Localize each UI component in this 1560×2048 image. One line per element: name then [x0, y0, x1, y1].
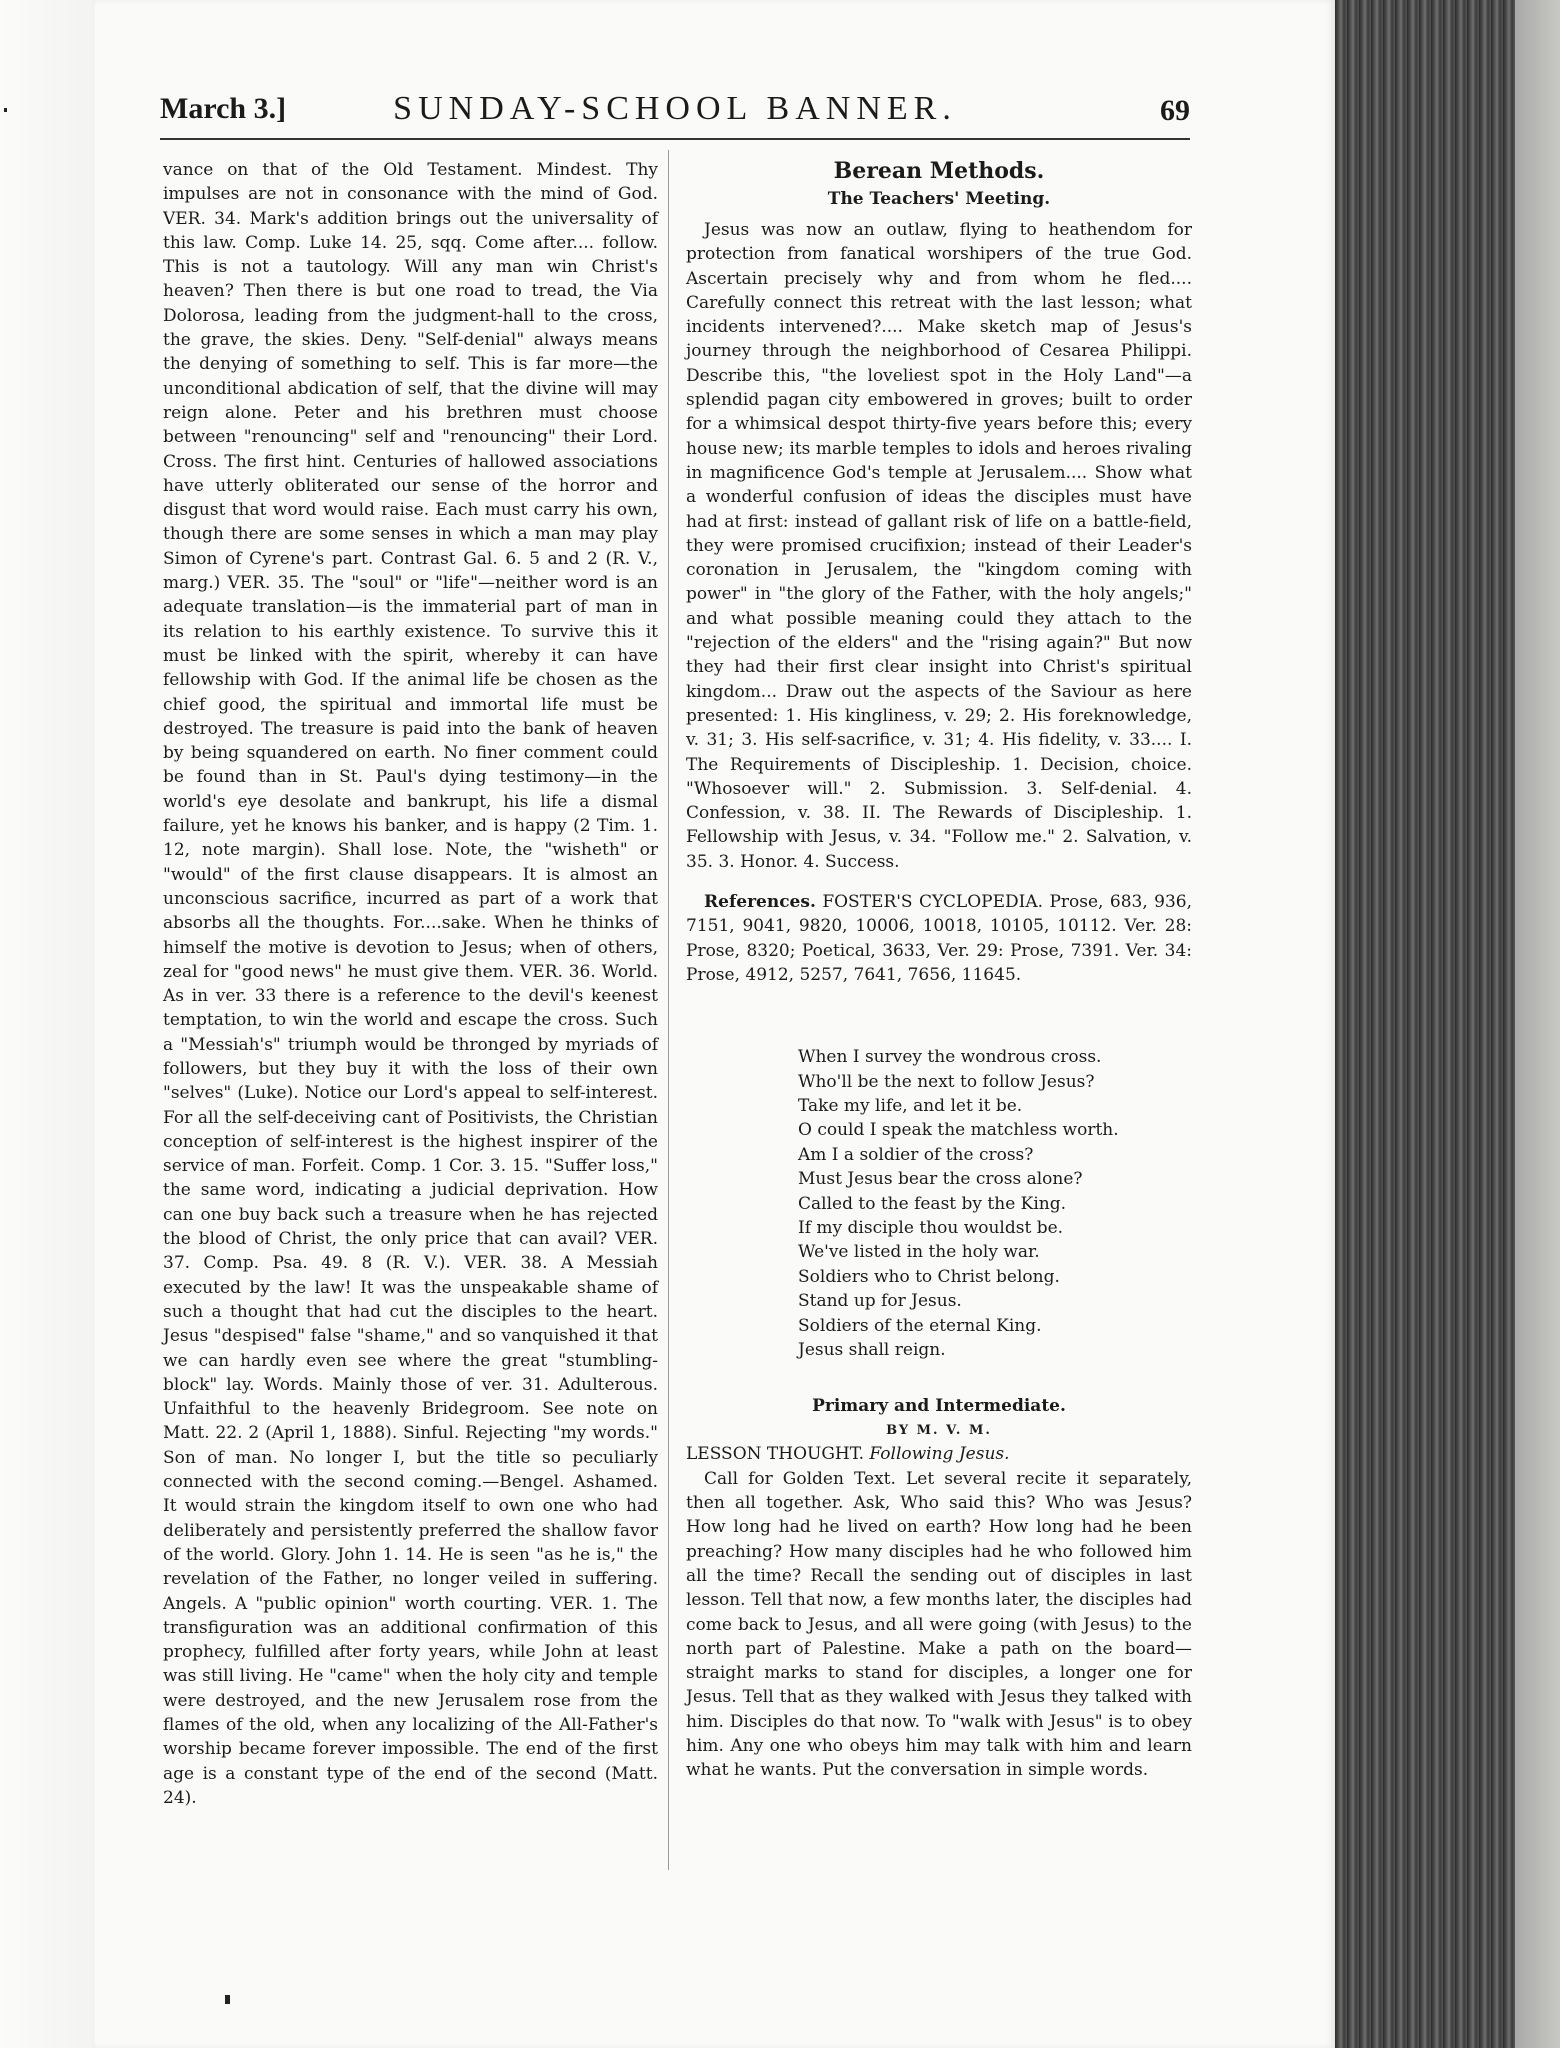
hymn-item: When I survey the wondrous cross.: [798, 1047, 1102, 1068]
hymn-item: O could I speak the matchless worth.: [798, 1120, 1119, 1141]
hymn-item: We've listed in the holy war.: [798, 1242, 1040, 1263]
primary-lesson-text: Call for Golden Text. Let several recite it separately, then all together. Ask, Who said this? Who was Jesus? How long had he lived on earth? How long had he been preaching? How many disciples had he who followed him all the time? Recall the sending out of disciples in last lesson. Tell that now, a few months later, the disciples had come back to Jesus, and all were going (with Jesus) to the north part of Palestine. Make a path on the board—straight marks to stand for disciples, a longer one for Jesus. Tell that as they walked with Jesus they talked with him. Disciples do that now. To "walk with Jesus" is to obey him. Any one who obeys him may talk with him and learn what he wants. Put the conversation in simple words.: [686, 1468, 1192, 1781]
hymn-item: Stand up for Jesus.: [798, 1291, 962, 1312]
hymn-item: Am I a soldier of the cross?: [798, 1144, 1034, 1165]
hymn-item: Soldiers who to Christ belong.: [798, 1266, 1060, 1287]
berean-methods-heading: Berean Methods.: [833, 158, 1045, 184]
hymn-item: Take my life, and let it be.: [798, 1096, 1023, 1117]
ink-speck: [225, 1995, 230, 2004]
teachers-meeting-text: Jesus was now an outlaw, flying to heathendom for protection from fanatical worshipers of the true God. Ascertain precisely why and from whom he fled.... Carefully connect this retreat with the last lesson; what incidents intervened?.... Make sketch map of Jesus's journey through the neighborhood of Cesarea Philippi. Describe this, "the loveliest spot in the Holy Land"—a splendid pagan city embowered in groves; built to order for a whimsical despot thirty-five years before this; every house new; its marble temples to idols and heroes rivaling in magnificence God's temple at Jerusalem.... Show what a wonderful confusion of ideas the disciples must have had at first: instead of gallant risk of life on a battle-field, they were promised crucifixion; instead of their Leader's coronation in Jerusalem, the "kingdom coming with power" in "the glory of the Father, with the holy angels;" and what possible meaning could they attach to the "rejection of the elders" and the "rising again?" But now they had their first clear insight into Christ's spiritual kingdom... Draw out the aspects of the Saviour as here presented: 1. His kingliness, v. 29; 2. His foreknowledge, v. 31; 3. His self-sacrifice, v. 31; 4. His fidelity, v. 33.... I. The Requirements of Discipleship. 1. Decision, choice. "Whosoever will." 2. Submission. 3. Self-denial. 4. Confession, v. 38. II. The Rewards of Discipleship. 1. Fellowship with Jesus, v. 34. "Follow me." 2. Salvation, v. 35. 3. Honor. 4. Success.: [686, 220, 1192, 872]
issue-date: March 3.]: [160, 92, 287, 125]
page-number: 69: [1160, 94, 1190, 127]
hymn-item: Called to the feast by the King.: [798, 1193, 1067, 1214]
book-page-edges: [1335, 0, 1560, 2048]
primary-intermediate-heading: Primary and Intermediate.: [812, 1396, 1066, 1417]
publication-title: SUNDAY-SCHOOL BANNER.: [393, 90, 957, 127]
byline: BY M. V. M.: [886, 1423, 992, 1439]
hymn-item: Must Jesus bear the cross alone?: [798, 1169, 1083, 1190]
references-label: References.: [704, 892, 816, 913]
hymn-list: [798, 1045, 1192, 1362]
lesson-thought-label: LESSON THOUGHT.: [686, 1444, 864, 1465]
column-divider: [668, 150, 669, 1870]
lesson-thought: [686, 1442, 1192, 1466]
references-text: FOSTER'S CYCLOPEDIA. Prose, 683, 936, 7151, 9041, 9820, 10006, 10018, 10105, 10112. Ver. 28: Prose, 8320; Poetical, 3633, Ver. 29: Prose, 7391. Ver. 34: Prose, 4912, 5257, 7641, 7656, 11645.: [686, 892, 1193, 985]
lesson-thought-value: Following Jesus.: [869, 1444, 1010, 1465]
left-column: [163, 158, 658, 1810]
hymn-item: Jesus shall reign.: [798, 1340, 946, 1361]
hymn-item: If my disciple thou wouldst be.: [798, 1218, 1064, 1239]
left-margin: [0, 0, 95, 2048]
margin-speck: [4, 108, 7, 112]
hymn-item: Who'll be the next to follow Jesus?: [798, 1071, 1095, 1092]
references-paragraph: [686, 890, 1192, 987]
commentary-text: vance on that of the Old Testament. Mindest. Thy impulses are not in consonance with the mind of God. VER. 34. Mark's addition brings out the universality of this law. Comp. Luke 14. 25, sqq. Come after.... follow. This is not a tautology. Will any man win Christ's heaven? Then there is but one road to tread, the Via Dolorosa, leading from the judgment-hall to the cross, the grave, the skies. Deny. "Self-denial" always means the denying of something to self. This is far more—the unconditional abdication of self, that the divine will may reign alone. Peter and his brethren must choose between "renouncing" self and "renouncing" their Lord. Cross. The first hint. Centuries of hallowed associations have utterly obliterated our sense of the horror and disgust that word would raise. Each must carry his own, though there are some senses in which a man may play Simon of Cyrene's part. Contrast Gal. 6. 5 and 2 (R. V., marg.) VER. 35. The "soul" or "life"—neither word is an adequate translation—is the immaterial part of man in its relation to his earthly existence. To survive this it must be linked with the spirit, whereby it can have fellowship with God. If the animal life be chosen as the chief good, the spiritual and immortal life must be destroyed. The treasure is paid into the bank of heaven by being squandered on earth. No finer comment could be found than in St. Paul's dying testimony—in the world's eye desolate and bankrupt, his life a dismal failure, yet he knows his banker, and is happy (2 Tim. 1. 12, note margin). Shall lose. Note, the "wisheth" or "would" of the first clause disappears. It is almost an unconscious sacrifice, incurred as part of a work that absorbs all the thoughts. For....sake. When he thinks of himself the motive is devotion to Jesus; when of others, zeal for "good news" he must give them. VER. 36. World. As in ver. 33 there is a reference to the devil's keenest temptation, to win the world and escape the cross. Such a "Messiah's" triumph would be thronged by myriads of followers, but they buy it with the loss of their own "selves" (Luke). Notice our Lord's appeal to self-interest. For all the self-deceiving cant of Positivists, the Christian conception of self-interest is the highest inspirer of the service of man. Forfeit. Comp. 1 Cor. 3. 15. "Suffer loss," the same word, indicating a judicial deprivation. How can one buy back such a treasure when he has rejected the blood of Christ, the only price that can avail? VER. 37. Comp. Psa. 49. 8 (R. V.). VER. 38. A Messiah executed by the law! It was the unspeakable shame of such a thought that had cut the disciples to the heart. Jesus "despised" false "shame," and so vanquished it that we can hardly even see where the great "stumbling-block" lay. Words. Mainly those of ver. 31. Adulterous. Unfaithful to the heavenly Bridegroom. See note on Matt. 22. 2 (April 1, 1888). Sinful. Rejecting "my words." Son of man. No longer I, but the title so peculiarly connected with the second coming.—Bengel. Ashamed. It would strain the kingdom itself to own one who had deliberately and persistently preferred the shallow favor of the world. Glory. John 1. 14. He is seen "as he is," the revelation of the Father, no longer veiled in suffering. Angels. A "public opinion" worth courting. VER. 1. The transfiguration was an additional confirmation of this prophecy, fulfilled after forty years, while John at least was still living. He "came" when the holy city and temple were destroyed, and the new Jerusalem rose from the flames of the old, when any localizing of the All-Father's worship became forever impossible. The end of the first age is a constant type of the end of the second (Matt. 24).: [163, 160, 658, 1808]
right-column: [686, 158, 1192, 1783]
masthead: [160, 88, 1190, 140]
teachers-meeting-heading: The Teachers' Meeting.: [827, 189, 1051, 209]
hymn-item: Soldiers of the eternal King.: [798, 1315, 1042, 1336]
